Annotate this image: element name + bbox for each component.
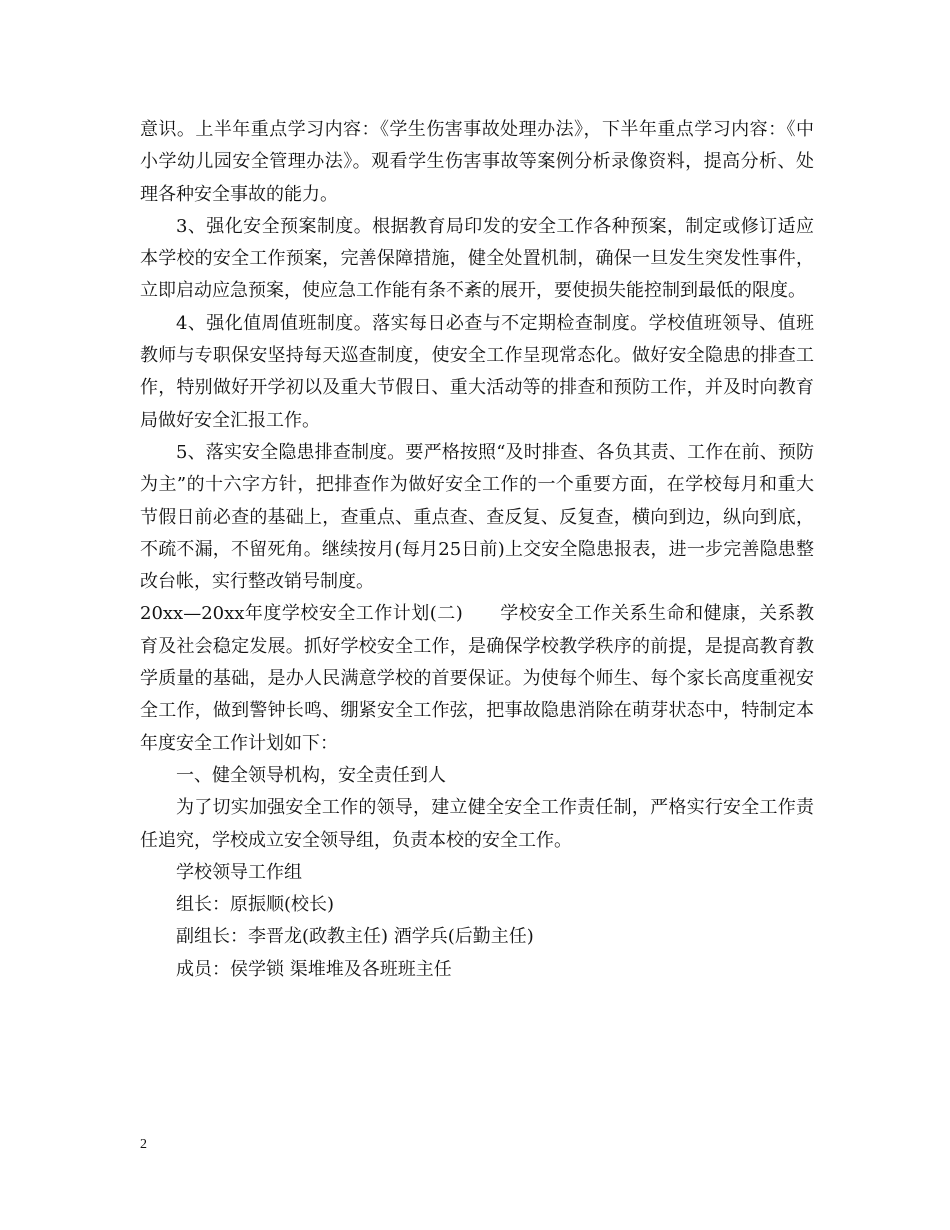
section-heading-leadership: 一、健全领导机构，安全责任到人 [176, 764, 446, 786]
deputy-leader-line: 副组长：李晋龙(政教主任) 酒学兵(后勤主任) [176, 926, 534, 948]
paragraph-hazard-inspection: 5、落实安全隐患排查制度。要严格按照“及时排查、各负其责、工作在前、预防为主”的十六字方针，把排查作为做好安全工作的一个重要方面，在学校每月和重大节假日前必查的基础上，查重点、重点查、查反复、反复查，横向到边，纵向到底，不疏不漏，不留死角。继续按月(每月25日前)上交安全隐患报表，进一步完善隐患整改台帐，实行整改销号制度。 [140, 441, 814, 593]
document-body [140, 114, 814, 986]
paragraph-safety-awareness: 意识。上半年重点学习内容：《学生伤害事故处理办法》，下半年重点学习内容：《中小学幼儿园安全管理办法》。观看学生伤害事故等案例分析录像资料，提高分析、处理各种安全事故的能力。 [140, 119, 814, 205]
group-leader-line: 组长：原振顺(校长) [176, 894, 335, 916]
paragraph-duty-system: 4、强化值周值班制度。落实每日必查与不定期检查制度。学校值班领导、值班教师与专职保安坚持每天巡查制度，使安全工作呈现常态化。做好安全隐患的排查工作，特别做好开学初以及重大节假日、重大活动等的排查和预防工作，并及时向教育局做好安全汇报工作。 [140, 312, 814, 431]
members-line: 成员：侯学锁 渠堆堆及各班班主任 [176, 958, 452, 980]
page-number: 2 [140, 1137, 147, 1152]
paragraph-emergency-plan: 3、强化安全预案制度。根据教育局印发的安全工作各种预案，制定或修订适应本学校的安全工作预案，完善保障措施，健全处置机制，确保一旦发生突发性事件，立即启动应急预案，使应急工作能有条不紊的展开，要使损失能控制到最低的限度。 [140, 215, 814, 302]
paragraph-leadership-group: 为了切实加强安全工作的领导，建立健全安全工作责任制，严格实行安全工作责任追究，学校成立安全领导组，负责本校的安全工作。 [140, 797, 814, 851]
paragraph-plan-two-intro: 20xx—20xx年度学校安全工作计划(二) 学校安全工作关系生命和健康，关系教育及社会稳定发展。抓好学校安全工作，是确保学校教学秩序的前提，是提高教育教学质量的基础，是办人民满意学校的首要保证。为使每个师生、每个家长高度重视安全工作，做到警钟长鸣、绷紧安全工作弦，把事故隐患消除在萌芽状态中，特制定本年度安全工作计划如下： [140, 603, 814, 754]
leadership-group-title: 学校领导工作组 [176, 861, 302, 883]
